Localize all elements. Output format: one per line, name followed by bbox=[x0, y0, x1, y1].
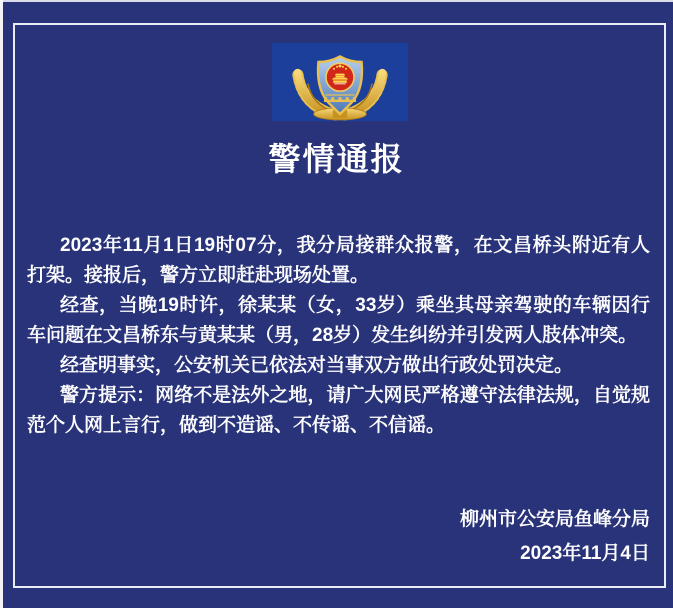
issue-date: 2023年11月4日 bbox=[520, 543, 650, 564]
notice-paragraph-3: 经查明事实，公安机关已依法对当事双方做出行政处罚决定。 bbox=[60, 355, 574, 376]
china-police-badge-icon bbox=[284, 42, 396, 122]
notice-paragraph-2: 经查，当晚19时许，徐某某（女，33岁）乘坐其母亲驾驶的车辆因行车问题在文昌桥东与黄某某（男，28岁）发生纠纷并引发两人肢体冲突。 bbox=[27, 295, 650, 346]
left-edge-strip bbox=[0, 0, 3, 608]
notice-title: 警情通报 bbox=[268, 141, 405, 177]
issuing-authority: 柳州市公安局鱼峰分局 bbox=[459, 509, 650, 530]
notice-body bbox=[27, 231, 650, 441]
police-badge-panel bbox=[272, 43, 408, 121]
notice-paragraph-4: 警方提示：网络不是法外之地，请广大网民严格遵守法律法规，自觉规范个人网上言行，做到不造谣、不传谣、不信谣。 bbox=[27, 385, 650, 436]
notice-paragraph-1: 2023年11月1日19时07分，我分局接群众报警，在文昌桥头附近有人打架。接报后，警方立即赶赴现场处置。 bbox=[27, 235, 650, 286]
signature-block bbox=[250, 503, 650, 571]
top-edge-strip bbox=[0, 0, 673, 2]
